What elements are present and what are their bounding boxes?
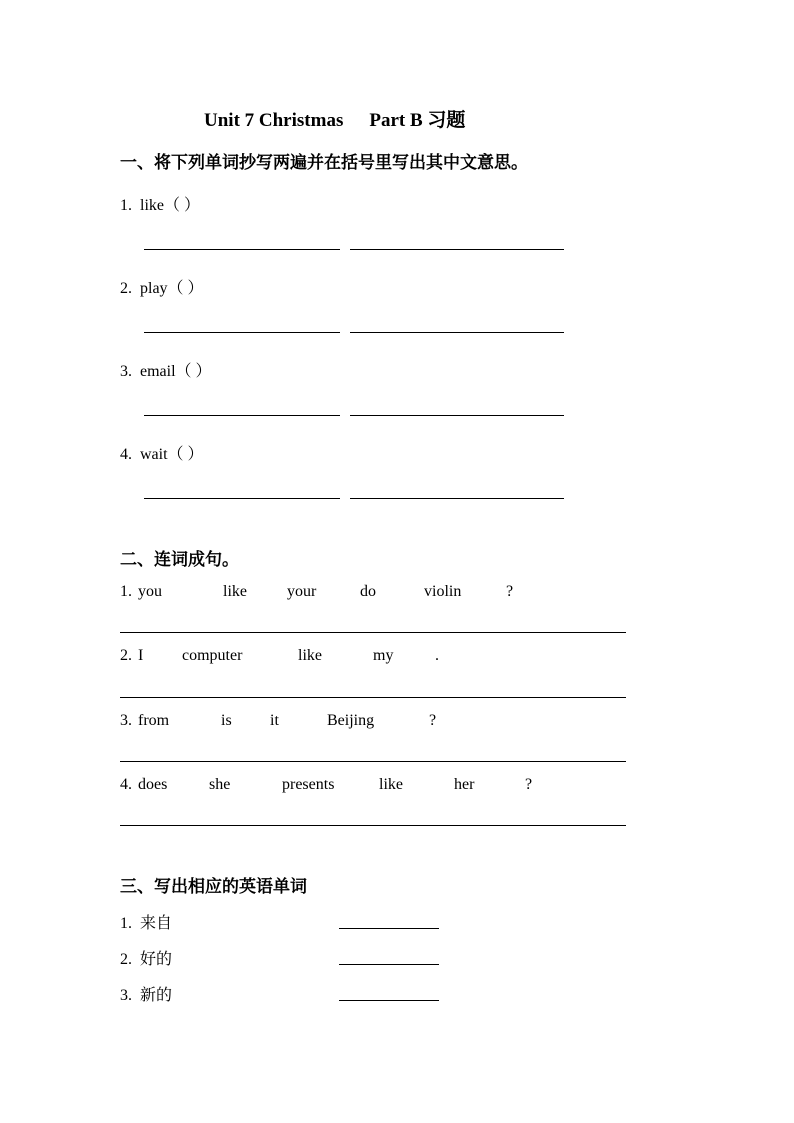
scrambled-word: from — [138, 712, 170, 729]
item-word: 好的 — [140, 951, 173, 968]
scrambled-word: ? — [429, 712, 437, 729]
copy-line[interactable] — [350, 498, 564, 499]
sentence-number: 2. — [120, 647, 132, 664]
meaning-blank[interactable]: （ ） — [175, 363, 212, 380]
scrambled-word: like — [379, 776, 403, 793]
scrambled-word: ? — [506, 583, 514, 600]
item-word: like — [140, 197, 164, 214]
scrambled-word: her — [454, 776, 475, 793]
copy-line[interactable] — [144, 249, 340, 250]
item-word: email — [140, 363, 176, 380]
meaning-blank[interactable]: （ ） — [167, 280, 204, 297]
scrambled-word: is — [221, 712, 232, 729]
answer-line[interactable] — [120, 761, 626, 762]
copy-line[interactable] — [144, 498, 340, 499]
answer-line[interactable] — [120, 697, 626, 698]
section1-item-4 — [120, 441, 204, 464]
copy-line[interactable] — [144, 415, 340, 416]
item-number: 4. — [120, 446, 132, 463]
scrambled-word: your — [287, 583, 317, 600]
copy-line[interactable] — [144, 332, 340, 333]
scrambled-word: you — [138, 583, 162, 600]
section2-heading: 二、连词成句。 — [120, 550, 239, 569]
item-word: wait — [140, 446, 168, 463]
item-number: 1. — [120, 915, 132, 932]
meaning-blank[interactable]: （ ） — [164, 197, 201, 214]
item-number: 3. — [120, 363, 132, 380]
item-word: 新的 — [140, 987, 173, 1004]
scrambled-word: Beijing — [327, 712, 375, 729]
answer-line[interactable] — [120, 632, 626, 633]
sentence-number: 1. — [120, 583, 132, 600]
section3-heading: 三、写出相应的英语单词 — [120, 877, 307, 896]
page-title — [204, 105, 465, 132]
section3-item-2 — [120, 946, 172, 969]
scrambled-word: do — [360, 583, 376, 600]
scrambled-word: . — [435, 647, 439, 664]
scrambled-word: like — [223, 583, 247, 600]
sentence-number: 3. — [120, 712, 132, 729]
meaning-blank[interactable]: （ ） — [167, 446, 204, 463]
scrambled-word: like — [298, 647, 322, 664]
section1-item-2 — [120, 275, 204, 298]
scrambled-word: does — [138, 776, 168, 793]
item-number: 2. — [120, 280, 132, 297]
section1-heading: 一、将下列单词抄写两遍并在括号里写出其中文意思。 — [120, 153, 528, 172]
scrambled-word: presents — [282, 776, 335, 793]
scrambled-word: she — [209, 776, 231, 793]
title-part: Part B 习题 — [369, 110, 466, 131]
title-unit: Unit 7 Christmas — [204, 110, 344, 131]
scrambled-word: computer — [182, 647, 243, 664]
item-number: 1. — [120, 197, 132, 214]
scrambled-word: I — [138, 647, 144, 664]
section1-item-1 — [120, 192, 200, 215]
item-number: 3. — [120, 987, 132, 1004]
scrambled-word: ? — [525, 776, 533, 793]
answer-line[interactable] — [339, 928, 439, 929]
answer-line[interactable] — [339, 1000, 439, 1001]
answer-line[interactable] — [339, 964, 439, 965]
section3-item-1 — [120, 910, 172, 933]
scrambled-word: violin — [424, 583, 462, 600]
item-number: 2. — [120, 951, 132, 968]
item-word: 来自 — [140, 915, 173, 932]
answer-line[interactable] — [120, 825, 626, 826]
copy-line[interactable] — [350, 332, 564, 333]
sentence-number: 4. — [120, 776, 132, 793]
scrambled-word: my — [373, 647, 394, 664]
copy-line[interactable] — [350, 249, 564, 250]
section1-item-3 — [120, 358, 212, 381]
scrambled-word: it — [270, 712, 279, 729]
section3-item-3 — [120, 982, 172, 1005]
item-word: play — [140, 280, 168, 297]
copy-line[interactable] — [350, 415, 564, 416]
